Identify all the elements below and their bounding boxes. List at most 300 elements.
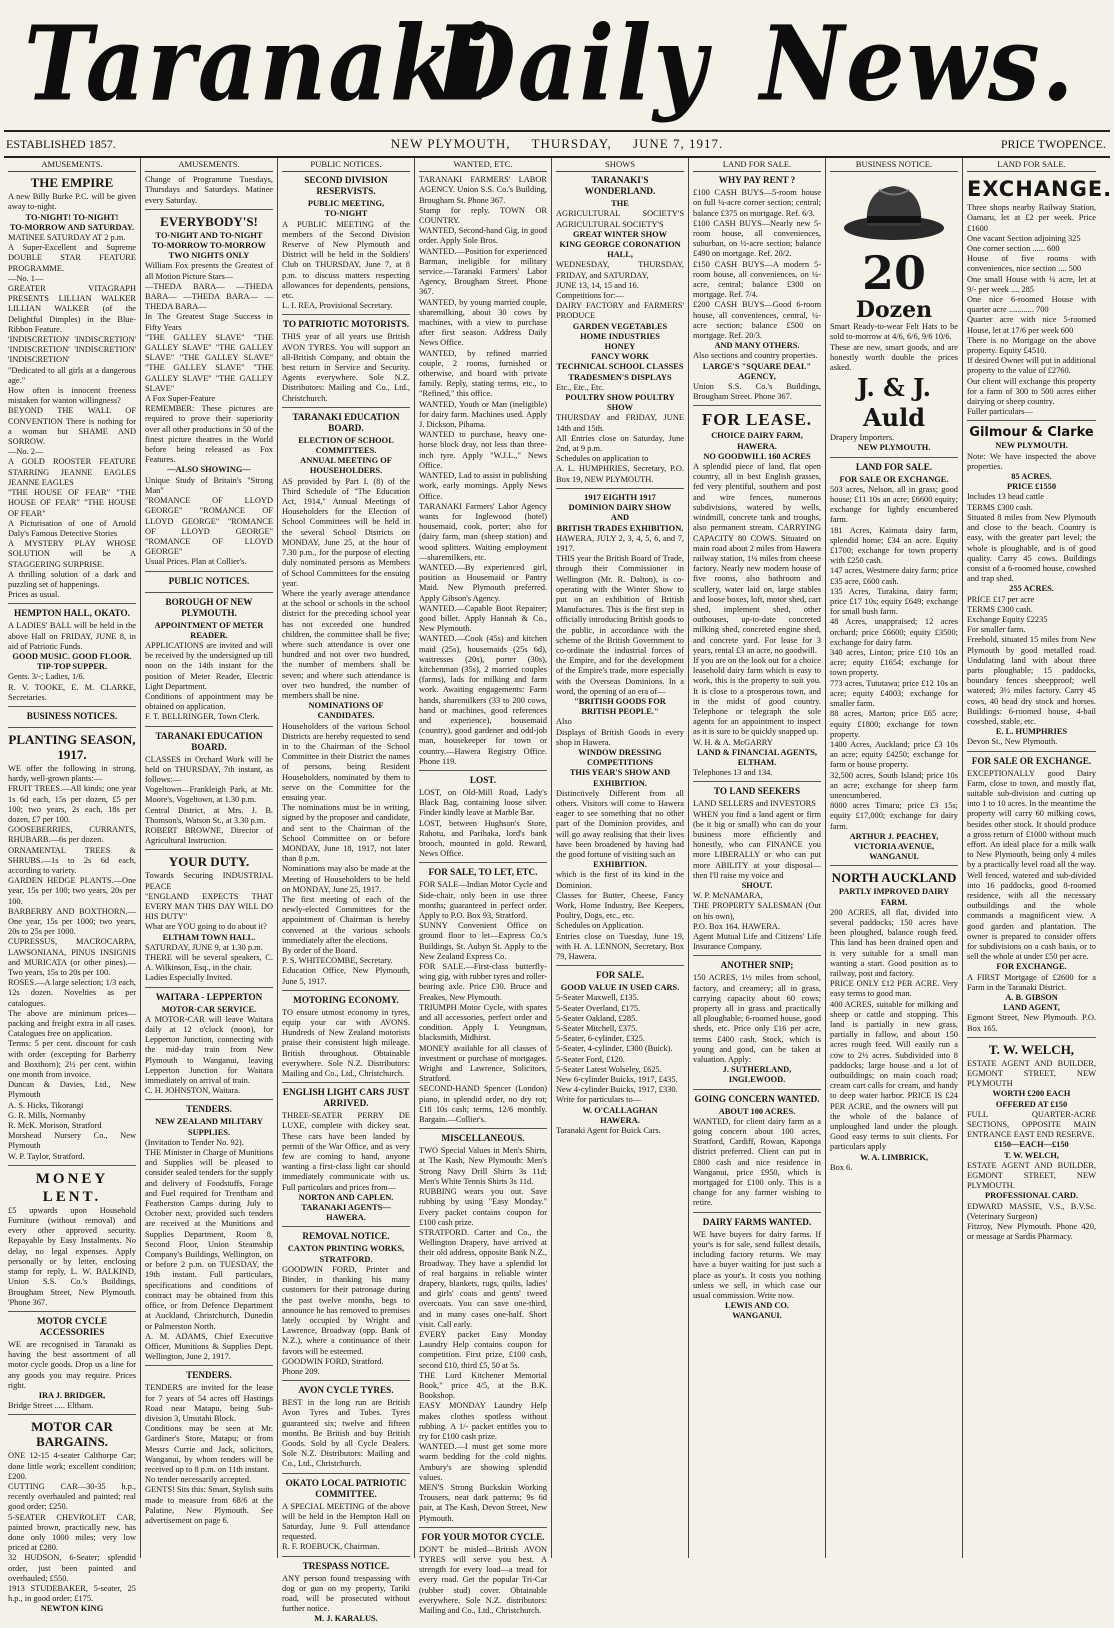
notice-line: LOST, on Old-Mill Road, Lady's Black Bag, containing loose silver. Finder kindly leave at Marble Bar. [419,787,547,818]
notice-line: TO-NIGHT [324,209,368,219]
notice-line: which is the first of its kind in the Dominion. [556,870,684,890]
column-5 [552,158,689,1558]
notice-title: ANOTHER SNIP; [720,960,794,971]
notice-line: POULTRY SHOW POULTRY SHOW [565,393,675,413]
notice-line: Terms: 5 per cent. discount for cash with order (excepting for Barberry and Boxthorn); 2½ per cent. within one month from invoice. [8,1039,136,1080]
notice-line: CAXTON PRINTING WORKS, STRATFORD. [287,1244,405,1264]
notice-line: BEYOND THE WALL OF CONVENTION There is nothing for a woman but SHAME AND SORROW. [8,406,136,447]
notice-line: Also sections and country properties. [693,351,818,361]
notice-line: 1400 Acres, Auckland; price £3 10s an acre; equity £4250; exchange for farm or house property. [830,739,958,770]
notice-block [419,175,547,771]
notice-line: WORTH £200 EACH [992,1089,1071,1099]
notice-line: Agent Mutual Life and Citizens' Life Insurance Company. [693,932,821,952]
notice-block [693,1094,821,1213]
notice-line: GOODWIN FORD, Stratford. [282,1356,384,1366]
notice-line: How often is innocent freeness mistaken for wanton willingness? [8,386,136,406]
notice-title: TARANAKI EDUCATION BOARD. [155,730,263,752]
column-heading: AMUSEMENTS. [145,158,273,172]
column-heading: WANTED, ETC. [419,158,547,172]
notice-block [145,175,273,210]
notice-block [282,412,410,991]
notice-line: TWO Special Values in Men's Shirts, at The Kash, New Plymouth: Men's Strong Navy Drill Shirts 3s 11d; Men's White Tennis Shirts 3s 11d. [419,1146,547,1186]
notice-line: £150 CASH BUYS—A modern 5-room house, all conveniences, on ¼-acre, central; balance £300 on mortgage. Ref. 7/4. [693,259,821,300]
notice-line: Egmont Street, New Plymouth. P.O. Box 165. [967,1013,1096,1033]
notice-line: TECHNICAL SCHOOL CLASSES [556,362,684,372]
notice-line: ORNAMENTAL TREES & SHRUBS.—1s to 2s 6d each, according to variety. [8,845,136,875]
notice-line: Situated 8 miles from New Plymouth and close to the beach. Country is easy, with the greater part level; the whole is ploughable, and is of good quality. Carry 45 cows. Buildings consist of a 6-roomed house, cowshed and trap shed. [967,512,1096,584]
notice-line: F. T. BELLRINGER, Town Clerk. [145,712,260,722]
notice-line: LAND SELLERS and INVESTORS [693,799,816,809]
notice-line: W. H. & A. McGARRY [693,737,773,747]
notice-line: GOOD MUSIC. GOOD FLOOR. TIP-TOP SUPPER. [12,651,132,672]
notice-line: Smart Ready-to-wear Felt Hats to be sold to-morrow at 4/6, 6/6, 9/6 10/6. [830,322,958,342]
notice-title: MOTORING ECONOMY. [293,994,399,1005]
notice-line: HAWERA. [600,1115,640,1125]
notice-line: ANNUAL MEETING OF HOUSEHOLDERS. [300,456,392,476]
notice-line: 5-Seater Mitchell, £375. [556,1024,638,1034]
notice-line: ROBERT BROWNE, Director of Agricultural Instruction. [145,825,273,846]
notice-line: William Fox presents the Greatest of all Motion Picture Stars— [145,261,273,281]
notice-line: 'INDISCRETION' 'INDISCRETION' 'INDISCRETION' 'INDISCRETION' 'INDISCRETION' [8,335,136,365]
notice-line: DOMINION DAIRY SHOW [568,503,672,513]
notice-line: FRUIT TREES.—All kinds; one year 1s 6d each, 15s per dozen, £5 per 100; two years, 2s each, 18s per dozen, £7 per 100. [8,784,136,824]
notice-line: The above are minimum prices—packing and freight extra in all cases. Catalogues free on application. [8,1008,136,1039]
ad-headline: Dozen [855,297,933,324]
notice-line: Bridge Street ..... Eltham. [8,1401,94,1411]
notice-line: —ALSO SHOWING— [167,465,251,475]
notice-line: TRADESMEN'S DISPLAYS [568,372,672,382]
notice-line: CUTTING CAR—30-35 h.p., recently overhauled and painted; real good order; £250. [8,1481,136,1512]
notice-line: DAIRY FACTORY and FARMERS' PRODUCE [556,301,684,321]
notice-line: EXCEPTIONALLY good Dairy Farm, close to town, and mostly flat, suitable sub-division and cutting up into 1 to 10 acres. In the meantime the property will carry 60 milking cows, besides other stock. It should produce a gross return of £1000 without much effort. An ideal place for a milk walk to New Plymouth, being only 4 miles by a practically level road all the way. Well fenced, watered and sub-divided into 16 paddocks, good 8-roomed residence, with all the necessary outbuildings and the whole commands a magnificent view. A good garden and plantation. The owner is prepared to consider offers for subdivisions on a cash basis, or to sell the whole at under £50 per acre. [967,768,1096,962]
notice-line: 88 acres, Marton; price £65 acre; equity £1800; exchange for town property. [830,709,958,739]
notice-title: AVON CYCLE TYRES. [298,1385,394,1396]
notice-line: E. L. HUMPHRIES [995,727,1068,737]
notice-line: EDWARD MASSIE, V.S., B.V.Sc. (Veterinary Surgeon) [967,1201,1096,1221]
notice-line: 32,500 acres, South Island; price 10s an acre; exchange for sheep farm unencumbered. [830,770,958,800]
notice-line: Etc., Etc., Etc. [556,382,605,392]
notice-line: A. L. HUMPHRIES, Secretary, P.O. Box 19, NEW PLYMOUTH. [556,464,684,484]
notice-line: The nominations must be in writing, signed by the proposer and candidate, and sent to the Chairman of the School Committee on or before MONDAY, June 18, 1917, not later than 8 p.m. [282,803,410,864]
notice-line: 5-Seater Latest Wolseley, £625. [556,1064,662,1074]
notice-line: If desired Owner will put in additional property to the value of £2760. [967,356,1096,376]
notice-line: Telephones 13 and 134. [693,768,773,778]
notice-line: GOOD VALUE IN USED CARS. [560,983,680,993]
notice-line: Towards Securing INDUSTRIAL PEACE [145,871,273,891]
notice-line: A. S. Hicks, Tikorangi [8,1100,84,1110]
column-6 [689,158,826,1558]
notice-line: NEW PLYMOUTH. [995,441,1068,451]
notice-line: CHOICE DAIRY FARM, HAWERA. [711,431,803,451]
notice-line: Ladies Especially Invited. [145,973,233,983]
notice-line: Stamp for reply. TOWN OR COUNTRY. [419,205,547,226]
notice-title: EVERYBODY'S! [160,213,258,229]
notice-line: —THEDA BARA— —THEDA BARA— —THEDA BARA— —THEDA BARA— [145,281,273,312]
notice-line: NEWTON KING [40,1604,104,1614]
notice-line: THE Minister in Charge of Munitions and Supplies will be pleased to consider sealed tenders for the supply and delivery of Foodstuffs, Forage and Fuel required for Trentham and Featherston Camps during July to October next, provided such tenders are received at the Munitions and Supplies Department, Room 8, Second Floor, Union Steamship Company's Buildings, Wellington, on or before 2 p.m. on TUESDAY, the 19th instant. Full particulars, specifications and conditions of contract may be obtained from this office, or from Defence Department at Auckland, Christchurch, Dunedin or Palmerston North. [145,1148,273,1331]
notice-block [830,462,958,867]
notice-line: TWO NIGHTS ONLY [168,251,250,261]
notice-line: 200 ACRES, all flat, divided into several paddocks; 150 acres have been ploughed, balance rough feed. This land has been drained open and is very suitable for a small man wanting a start. Good position as to railway, post and factory. [830,907,958,978]
notice-line: WANGANUI. [869,852,919,862]
notice-line: P. S. WHITECOMBE, Secretary. [282,956,393,966]
price-notice: PRICE TWOPENCE. [1000,137,1106,151]
notice-block [693,175,821,406]
notice-block [967,425,1096,751]
column-heading: BUSINESS NOTICE. [830,158,958,172]
notice-title: THE EMPIRE [30,175,114,191]
notice-line: ARTHUR J. PEACHEY, [849,831,939,841]
notice-title: MOTOR CAR BARGAINS. [31,1419,113,1450]
notice-title: Gilmour & Clarke [969,425,1094,441]
notice-line: WANTED, Lad to assist in publishing work, early mornings. Apply News Office. [419,471,547,501]
notice-line: WHEN you find a land agent or firm (be it big or small) who can do your business more efficiently and honestly, who can FINANCE you more LIBERALLY or who can put more ABILITY at your disposal—then I'll raise my voice and [693,809,821,880]
notice-line: 181 Acres, Kaimata dairy farm, splendid home; £34 an acre. Equity £1700; exchange for town property with £250 cash. [830,525,958,566]
notice-line: T. W. WELCH, [1004,1150,1059,1160]
notice-line: APPLICATIONS are invited and will be received by the undersigned up till noon on the 14th instant for the position of Meter Reader, Electric Light Department. [145,640,273,691]
notice-line: Fitzroy, New Plymouth. Phone 420, or message at Sardis Pharmacy. [967,1222,1096,1242]
notice-line: NORTON AND CAPLEN. [298,1192,394,1202]
notice-line: VICTORIA AVENUE, [853,841,935,851]
notice-title: DAIRY FARMS WANTED. [702,1216,812,1227]
notice-title: GOING CONCERN WANTED. [694,1093,820,1104]
notice-line: FOR SALE.—First-class butterfly-wing gig, with rubber tyres and roller-bearing axle. Price £30. Bruce and Freakes, New Plymouth. [419,962,547,1002]
notice-title: MISCELLANEOUS. [441,1133,525,1144]
notice-title: HEMPTON HALL, OKATO. [14,608,130,619]
notice-title: LOST. [469,774,497,785]
notice-line: THIS year of all years use British AVON TYRES. You will support an all-British Company, and obtain the best return in Service and Security. Agents everywhere. Sole N.Z. Distributors: Mailing and Co., Ltd., Christchurch. [282,332,410,403]
notice-block [145,1370,273,1529]
issue-place: NEW PLYMOUTH, [390,136,511,151]
notice-title: TENDERS. [186,1104,232,1115]
notice-line: R. F. ROEBUCK, Chairman. [282,1542,380,1552]
notice-line: Unique Study of Britain's "Strong Man" [145,475,273,495]
notice-line: By order of the Board. [282,946,358,956]
notice-line: Note: We have inspected the above properties. [967,451,1096,471]
notice-line: Where the yearly average attendance at the school or schools in the school district for the preceding school year has not exceeded one hundred children, the committee shall be five; where such attendance is over one hundred and not over two hundred, the number of members shall be seven; and where such attendance is over two hundred, the number of members shall be nine. [282,588,410,700]
notice-line: A FIRST Mortgage of £2600 for a Farm in the Taranaki District. [967,972,1096,992]
dateline [4,130,1110,158]
notice-line: —No. 2— [8,447,44,457]
established-notice: ESTABLISHED 1857. [6,137,116,151]
notice-line: Conditions may be seen at Mr. Gardiner's Store, Matapu; or from Messrs Currie and Jack, solicitors, Wanganui, by whom tenders will be received up to 8 p.m. on 11th instant. [145,1424,273,1474]
notice-line: THE Lord Kitchener Memorial Book," price 4/5, at the B.K. Bookshop. [419,1370,547,1401]
notice-line: WANGANUI. [732,1311,782,1321]
notice-block [556,175,684,489]
notice-line: TERMS £300 cash. [967,502,1033,512]
notice-line: ANY person found trespassing with dog or gun on my property, Tariki road, will be prosecuted without further notice. [282,1573,410,1614]
notice-line: Three shops nearby Railway Station, Oamaru, let at £2 per week. Price £1600 [967,203,1096,233]
notice-line: A. M. ADAMS, Chief Executive Officer, Munitions & Supplies Dept. Wellington, June 2, 1917. [145,1331,273,1362]
notice-line: ELTHAM TOWN HALL. [162,932,256,942]
notice-line: There is no Mortgage on the above property. Equity £4510. [967,335,1096,356]
notice-block [693,786,821,956]
notice-line: One nice 6-roomed House with quarter acre ............ 700 [967,295,1096,315]
notice-line: Quarter acre with nice 5-roomed House, let at 17/6 per week 600 [967,315,1096,335]
notice-title: TARANAKI EDUCATION BOARD. [292,411,400,433]
notice-block [419,867,547,1129]
notice-line: R. V. TOOKE, E. M. CLARKE, Secretaries. [8,682,136,702]
notice-line: Householders of the various School Districts are hereby requested to send in to the Chairman of the School Committee in their District the names of persons, being Resident Householders, nominated by them to serve on the Committee for the ensuing year. [282,721,410,802]
notice-line: TERMS £300 cash. [967,604,1033,614]
notice-line: ROSES.—A large selection; 1/3 each, 12s dozen. Novelties as per catalogues. [8,978,136,1008]
notice-line: WANTED, by refined married couple, 2 rooms, furnished or otherwise, and board with private family. Reply, stating terms, etc., to "Refined," this office. [419,348,547,399]
notice-block [693,960,821,1089]
notice-line: Schedules on application to [556,454,649,464]
notice-title: WHY PAY RENT ? [718,175,796,186]
notice-line: Competitions for:— [556,291,624,301]
notice-line: WANTED, for client dairy farm as a going concern about 100 acres, Stratford, Cardiff, Rowan, Kaponga district preferred. Client can put in £800 cash and nice residence in Wanganui, price £950, which is mortgaged for £100 only. This is a change for any farmer wishing to retire. [693,1116,821,1208]
notice-block [693,410,821,782]
notice-line: "Dedicated to all girls at a dangerous age." [8,365,136,385]
notice-block [282,319,410,407]
notice-block [693,1217,821,1325]
notice-line: MOTOR-CAR SERVICE. [161,1004,257,1014]
notice-line: TARANAKI Farmers' Labor Agency wants for Inglewood (hotel) housemaid, cook, porter; also for (dairy farm, man (sheep station) and wood splitters. Waiting employment—sharemilkers, etc. [419,501,547,562]
notice-block [282,1087,410,1227]
notice-line: £200 CASH BUYS—Good 6-room house, all conveniences, central, ¼-acre section; balance £500 on mortgage. Ref. 20/3. [693,300,821,341]
notice-line: WANTED.—Cook (45s) and kitchen maid (25s), housemaids (25s 6d), waitresses (20s), porter (30s), kitchenman (35s), 2 married couples (farms), lads for milking and farm work. Awaiting engagements: Farm hands, sharemilkers (33 to 200 cows, hand or machines, good references and experience), housemaid (country), good gardener and odd-job man, housekeeper for town or country.—Hawera Registry Office. Phone 119. [419,634,547,766]
notice-line: Distinctively Different from all others. Visitors will come to Hawera eager to see something that no other part of the Dominion provides, and will go away realising that their lives have been broadened by having had the good fortune of visiting such an [556,788,684,859]
notice-block [830,870,958,1176]
masthead [0,0,1114,128]
notice-line: 48 Acres, unappraised; 12 acres orchard; price £6600; equity £3500; exchange for dairy farm. [830,617,958,647]
notice-line: A thrilling solution of a dark and puzzling set of happenings. [8,569,136,589]
notice-line: TO-MORROW AND SATURDAY. [9,222,135,232]
notice-line: A Super-Excellent and Supreme DOUBLE STAR FEATURE PROGRAMME. [8,243,136,273]
notice-line: WEDNESDAY, THURSDAY, FRIDAY, and SATURDAY, [556,260,684,280]
notice-title: ENGLISH LIGHT CARS JUST ARRIVED. [282,1087,410,1109]
notice-line: Union S.S. Co.'s Buildings, Brougham Street. Phone 367. [693,382,821,402]
notice-line: One small House with ¼ acre, let at 9/- per week .... 285 [967,274,1096,294]
notice-line: 5-Seater, 6-cylinder, £325. [556,1034,645,1044]
advertiser-name: J. & J. Auld [856,373,932,433]
notice-line: A LADIES' BALL will be held in the above Hall on FRIDAY, JUNE 8, in aid of Patriotic Funds. [8,621,136,651]
notice-block [967,1042,1096,1246]
notice-line: 147 acres, Westmere dairy farm; price £35 acre, £600 cash. [830,566,958,586]
notice-line: Gents. 3/-; Ladies, 1/6. [8,672,85,682]
masthead-word-daily: Daily [436,3,709,125]
notice-line: 150 ACRES, 1½ miles from school, factory, and creamery; all in grass, carrying capacity about 60 cows; property all in grass and practically all ploughable; 6-roomed house, good sheds, etc. Price only £16 per acre, terms £400 cash. Stock, which is young and good, can be taken at valuation. Apply: [693,973,821,1065]
notice-line: What are YOU going to do about it? [145,922,267,932]
notice-line: DON'T be misled—British AVON TYRES will serve you best. A strength for every load—a tread for every road. Get the popular Tri-Car (rubber stud) cover. Obtainable everywhere. Sole N.Z. distributors: Mailing and Co., Ltd., Christchurch. [419,1544,547,1616]
notice-line: One vacant Section adjoining 325 [967,233,1081,243]
notice-line: RUBBING wears you out. Save rubbing by using "Easy Monday." Every packet contains coupon for £100 cash prize. [419,1187,547,1227]
issue-day: THURSDAY, [531,136,612,151]
notice-line: EXHIBITION. [593,860,647,870]
notice-line: LARGE'S "SQUARE DEAL" AGENCY, [702,361,812,381]
notice-line: Morshead Nursery Co., New Plymouth [8,1131,136,1151]
notice-block [8,711,136,728]
notice-block [8,1316,136,1415]
notice-line: NO GOODWILL 160 ACRES [703,451,811,461]
notice-line: C. H. JOHNSTON, Waitara. [145,1086,241,1096]
notice-line: PARTLY IMPROVED DAIRY FARM. [838,887,950,907]
notice-line: A PUBLIC MEETING of the members of the Second Division Reserve of New Plymouth and District will be held in the Soldiers' Club on THURSDAY, June 7, at 8 p.m. to discuss matters respecting allowances for dependents, pensions, etc. [282,219,410,301]
notice-line: 32 HUDSON, 6-Seater; splendid order, just been painted and overhauled; £550. [8,1553,136,1583]
notice-line: If you are on the look out for a choice leasehold dairy farm which is easy to work, this is the property to suit you. It is close to a prosperous town, and in the midst of good country. Telephone or telegraph the sole agents for an appointment to inspect as it is sure to be quickly snapped up. [693,655,821,737]
notice-block [282,1231,410,1381]
felt-hat-illustration [839,176,949,246]
notice-line: WE offer the following in strong, hardy, well-grown plants:— [8,763,136,784]
notice-line: Vogeltown—Frankleigh Park, at Mr. Moore's, Vogeltown, at 1.30 p.m. [145,785,273,805]
notice-line: WANTED to purchase, heavy one-horse block dray, not less than three-inch tyre. Apply "W.J.L.," News Office. [419,430,547,470]
notice-line: Usual Prices. Plan at Collier's. [145,557,247,567]
column-7 [826,158,963,1558]
notice-line: "THE HOUSE OF FEAR" "THE HOUSE OF FEAR" "THE HOUSE OF FEAR" [8,488,136,518]
notice-line: AS provided by Part I. (8) of the Third Schedule of "The Education Act, 1914," Annual Meetings of Householders for the Election of School Committees will be held in the several School Districts on MONDAY, June 25, at the hour of 7.30 p.m., for the purpose of electing duly nominated persons as Members of School Committees for the ensuing year. [282,476,410,588]
notice-line: HAWERA, JULY 2, 3, 4, 5, 6, and 7, 1917. [556,533,684,553]
notice-line: TARANAKI FARMERS' LABOR AGENCY. Union S.S. Co.'s Building, Brougham St. Phone 367. [419,175,547,205]
notice-block [419,775,547,863]
notice-line: 5-Seater Maxwell, £135. [556,993,639,1003]
notice-line: WANTED.—Capable Boot Repairer; good billet. Apply Hannah & Co., New Plymouth. [419,603,547,634]
notice-line: NEW ZEALAND MILITARY SUPPLIES. [155,1117,263,1137]
notice-line: £5 upwards upon Household Furniture (without removal) and every other approved security. Repayable by Easy Instalments. No delay, no legal expenses. Apply personally or by letter, enclosing stamp for reply, L. W. BALKIND, Union S.S. Co.'s Buildings, Brougham Street, New Plymouth. 'Phone 367. [8,1205,136,1307]
notice-line: For smaller farm. [967,625,1026,635]
notice-block [145,731,273,851]
notice-block [8,732,136,1166]
notice-block [145,576,273,593]
notice-line: REMEMBER: These pictures are required to prove their superiority over all other productions in 50 of the finest picture theatres in the World before being released as Fox Features. [145,404,273,465]
notice-line: GARDEN VEGETABLES [572,321,668,331]
notice-line: W. O'CALLAGHAN [582,1105,658,1115]
notice-line: WANTED.—Position for experienced Barman, ineligible for military service.—Taranaki Farmers' Labor Agency, Brougham Street. Phone 367. [419,246,547,297]
notice-title: TO LAND SEEKERS [713,786,801,797]
ad-number: 20 [861,246,926,301]
notice-line: Change of Programme Tuesdays, Thursdays and Saturdays. Matinee every Saturday. [145,175,273,205]
masthead-word-taranaki: Taranaki [24,3,493,125]
masthead-word-news: News. [760,3,1076,125]
notice-line: A Picturisation of one of Arnold Daly's Famous Detective Stories [8,518,136,538]
notice-line: PRICE £1550 [1006,482,1057,492]
notice-block [556,970,684,1139]
notice-line: M. J. KARALUS. [314,1614,378,1624]
notice-line: FOR SALE OR EXCHANGE. [839,474,949,484]
notice-line: TO-NIGHT! TO-NIGHT! [25,212,119,222]
notice-line: Drapery Importers. [830,433,895,443]
notice-block [556,493,684,966]
notice-line: Central District, at Mrs. J. B. Thomson's, Watson St., at 3.30 p.m. [145,805,273,825]
notice-line: OFFERED AT £150 [995,1099,1068,1109]
notice-line: ESTATE AGENT AND BUILDER, EGMONT STREET, NEW PLYMOUTH [967,1058,1096,1089]
notice-title: PUBLIC NOTICES. [168,575,250,586]
notice-line: SUNNY Convenient Office on ground floor to let—Express Co.'s Buildings, St. Aubyn St. Apply to the New Zealand Express Co. [419,921,547,961]
notice-line: WANTED.—By experienced girl, position as Housemaid or Pantry Maid. New Plymouth preferred. Apply Gibson's Agency. [419,562,547,603]
notice-line: CUPRESSUS, MACROCARPA, LAWSONIANA, PINUS INSIGNIS and MURICATA (or other pines).—Two years, 15s to 20s per 100. [8,937,136,978]
notice-line: A. B. GIBSON [1005,993,1058,1003]
notice-line: "ROMANCE OF LLOYD GEORGE" "ROMANCE OF LLOYD GEORGE" "ROMANCE OF LLOYD GEORGE" "ROMANCE OF LLOYD GEORGE" [145,496,273,557]
notice-line: LOST, between Hughson's Store, Rahotu, and Parihaka, lord's bank brooch, mounted in gold. Reward, News Office. [419,818,547,859]
notice-line: A SPECIAL MEETING of the above will be held in the Hempton Hall on Saturday, June 9. Full attendance requested. [282,1501,410,1542]
notice-line: Taranaki Agent for Buick Cars. [556,1126,661,1136]
notice-line: 503 acres, Nelson, all in grass; good house; £11 10s an acre; £6600 equity; exchange for lightly encumbered farm. [830,484,958,525]
notice-line: BEST in the long run are British Avon Tyres and Tubes. Tyres guaranteed six; twelve and fifteen months. Be British and buy British Goods. Sold by all Cycle Dealers. Sole N.Z. Distributors: Mailing and Co., Ltd., Christchurch. [282,1398,410,1469]
notice-line: 135 Acres, Turakina, dairy farm; price £17 10s; equity £649; exchange for small bush farm. [830,586,958,617]
notice-line: R. McK. Morison, Stratford [8,1121,102,1131]
notice-line: (Invitation to Tender No. 92). [145,1137,244,1147]
notice-line: P.O. Box 164. HAWERA. [693,921,781,931]
notice-line: All Entries close on Saturday, June 2nd, at 9 p.m. [556,433,684,454]
notice-line: THIS YEAR'S SHOW AND EXHIBITION. [569,768,671,788]
notice-line: APPOINTMENT OF METER READER. [154,620,264,640]
notice-title: TENDERS. [186,1370,232,1381]
notice-line: Exchange Equity £2235 [967,614,1048,624]
notice-line: THE [611,199,629,209]
notice-title: TARANAKI'S WONDERLAND. [584,175,656,197]
notice-block [419,1133,547,1528]
notice-line: TARANAKI AGENTS—HAWERA. [301,1203,391,1223]
notice-line: TRIUMPH Motor Cycle, with spares and all accessories, perfect order and condition. Apply I. Yeungman, blacksmith, Midhirst. [419,1002,547,1043]
notice-line: SECOND-HAND Spencer (London) piano, in splendid order, no dry rot; £18 10s cash; terms, 12/6 monthly. Bargain.—Collier's. [419,1084,547,1125]
column-8 [963,158,1113,1558]
notice-line: Displays of British Goods in every shop in Hawera. [556,727,684,747]
notice-line: In The Greatest Stage Success in Fifty Years [145,312,273,332]
column-heading: LAND FOR SALE. [693,158,821,172]
notice-line: WE have buyers for dairy farms. If your's is for sale, send fullest details, including factory returns. We may have a buyer waiting for just such a place as your's. It costs you nothing unless we sell, in which case our usual commission. Write now. [693,1229,821,1300]
notice-line: ONE 12-15 4-seater Calthorpe Car; done little work; excellent condition; £200. [8,1451,136,1481]
notice-line: 773 acres, Tututawa; price £12 10s an acre; equity £4003; exchange for smaller farm. [830,678,958,709]
notice-line: Prices as usual. [8,590,60,600]
notice-line: ELECTION OF SCHOOL COMMITTEES. [298,435,394,456]
notice-block [145,854,273,987]
notice-block [830,176,958,457]
column-heading: PUBLIC NOTICES. [282,158,410,172]
column-3 [278,158,415,1624]
notice-line: Our client will exchange this property for a farm of 300 to 500 acres either dairying or sheep country. [967,376,1096,407]
notice-line: TO-NIGHT AND TO-NIGHT [155,230,263,240]
notice-title: YOUR DUTY. [168,854,250,870]
notice-line: 1913 STUDEBAKER, 5-seater, 25 h.p., in good order; £175. [8,1583,136,1604]
notice-line: SHOUT. [741,881,773,890]
notice-line: THERE will be several speakers, C. A. Wilkinson, Esq., in the chair. [145,953,273,973]
issue-date: JUNE 7, 1917. [632,136,724,151]
notice-line: 5-Seater Overland, £175. [556,1003,641,1013]
notice-line: These are new, smart goods, and are honestly worth double the prices asked. [830,342,958,373]
notice-line: New 4-cylinder Buicks, 1917, £330. [556,1085,678,1095]
notice-line: IRA J. BRIDGER, [38,1390,106,1400]
notice-line: Education Office, New Plymouth, June 5, 1917. [282,966,410,986]
notice-line: GOOSEBERRIES, CURRANTS, RHUBARB.—6s per dozen. [8,825,136,845]
notice-line: GARDEN HEDGE PLANTS.—One year, 15s per 100; two years, 20s per 100. [8,876,136,906]
notice-line: STRATFORD. Carter and Co., the Wellington Drapery, have arrived at their old address, opposite Bank N.Z., Broadway. They have a splendid lot of real bargains in reliable winter drapery, blankets, rugs, quilts, ladies' and girls' coats and gents' tweed overcoats. You can save one-third, and in many cases one-half. Short visit. Call early. [419,1227,547,1329]
notice-block [419,1532,547,1619]
column-2 [141,158,278,1558]
notice-block [282,175,410,315]
notice-line: GREAT WINTER SHOW [572,229,667,239]
notice-line: KING GEORGE CORONATION HALL, [559,240,681,260]
notice-line: No tender necessarily accepted. [145,1475,252,1485]
notice-line: 85 ACRES. [1011,472,1052,482]
notice-line: Freehold, situated 15 miles from New Plymouth by good metalled road. Undulating land with about three parts ploughable; 15 paddocks, boundary fences sheepproof; well watered; 3½ miles factory. Carry 45 cows, 40 head dry stock and horses. Buildings: 6-roomed house, 4-bail cowshed, stable, etc. [967,635,1096,726]
notice-block [282,1385,410,1473]
notice-line: MONEY available for all classes of investment or purchase of mortgages. Wright and Lawrence, Solicitors, Stratford. [419,1043,547,1084]
notice-block [145,992,273,1101]
notice-line: W. A. LIMBRICK, [860,1152,928,1162]
notice-block [145,1104,273,1366]
notice-line: L. I. REA, Provisional Secretary. [282,301,393,311]
notice-line: 340 acres, Linton; price £10 10s an acre; equity £1654; exchange for town property. [830,648,958,678]
notice-title: MOTOR CYCLE ACCESSORIES [36,1315,108,1337]
notice-line: ABOUT 100 ACRES. [718,1106,796,1116]
notice-line: THIS year the British Board of Trade, through their Commissioner in Wellington (Mr. R. Dalton), is co-operating with the Winter Show to put on an exhibition of British Manufactures. This is the first step in officially introducing British goods to the public, in accordance with the scheme of the British Government to co-ordinate the industrial forces of the Empire, and for the development of the Empire's trade, more especially with the Overseas Dominions. In a word, the opening of an era of— [556,554,684,696]
notice-title: FOR SALE. [596,970,644,981]
notice-line: 5-Seater Ford, £120. [556,1054,625,1064]
notice-line: Write for particulars to— [556,1095,642,1105]
notice-line: WANTED, Youth or Man (ineligible) for dairy farm. Machines used. Apply J. Dickson, Pihama. [419,399,547,430]
notice-line: PRICE ONLY £12 PER ACRE. Very easy terms to good man. [830,979,958,999]
notice-line: HOME INDUSTRIES [580,331,660,341]
